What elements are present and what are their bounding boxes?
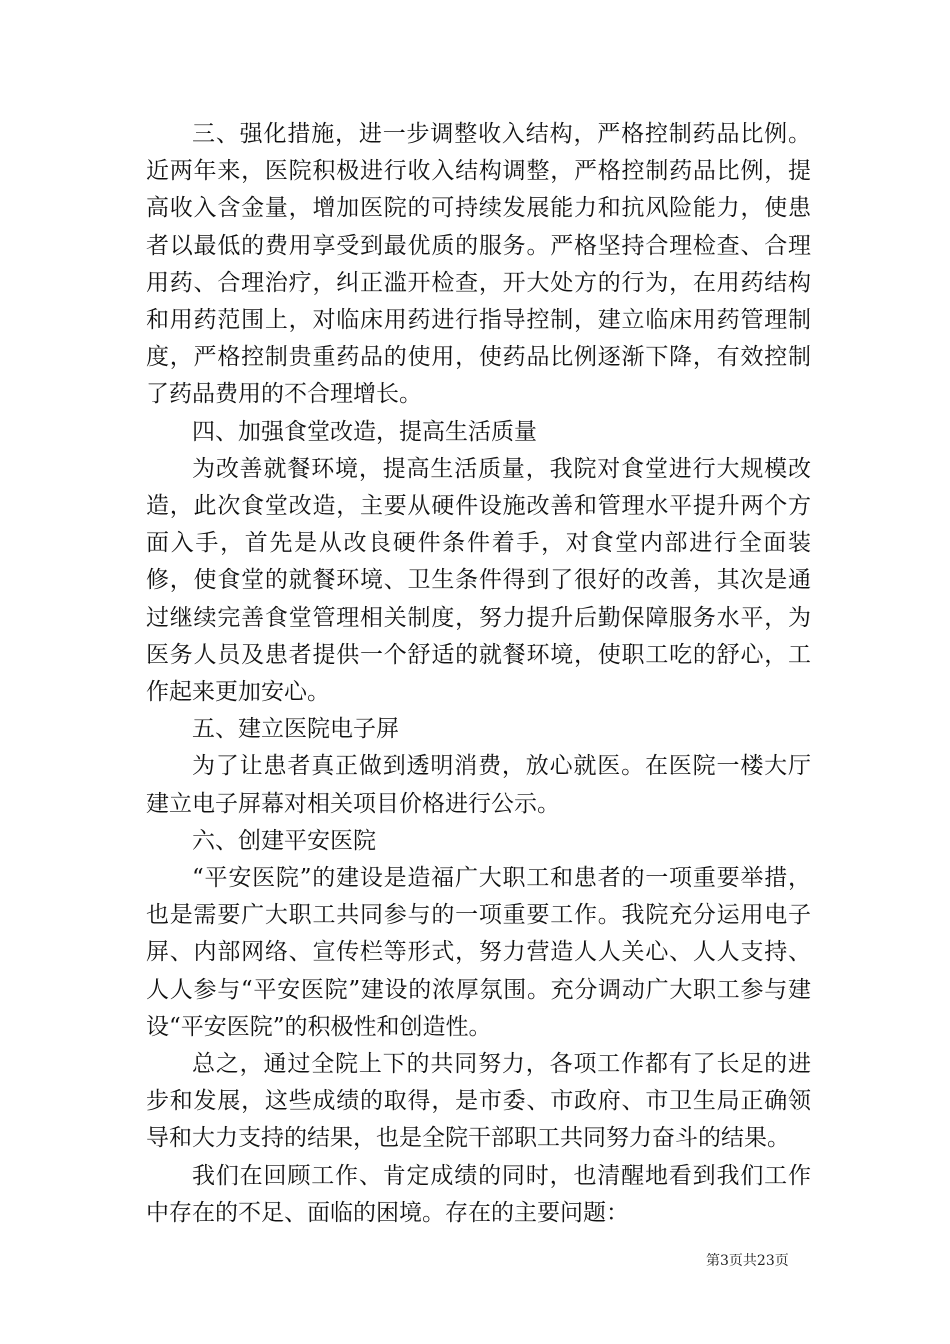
heading-section-5: 五、建立医院电子屏 <box>192 716 399 743</box>
heading-section-4: 四、加强食堂改造，提高生活质量 <box>192 418 537 445</box>
paragraph-problems-intro: 我们在回顾工作、肯定成绩的同时，也清醒地看到我们工作中存在的不足、面临的困境。存在的主要问题： <box>146 1162 811 1226</box>
page-number: 第3页共23页 <box>706 1253 789 1269</box>
heading-section-6: 六、创建平安医院 <box>192 827 376 854</box>
paragraph-section-4: 为改善就餐环境，提高生活质量，我院对食堂进行大规模改造，此次食堂改造，主要从硬件设施改善和管理水平提升两个方面入手，首先是从改良硬件条件着手，对食堂内部进行全面装修，使食堂的就餐环境、卫生条件得到了很好的改善，其次是通过继续完善食堂管理相关制度，努力提升后勤保障服务水平，为医务人员及患者提供一个舒适的就餐环境，使职工吃的舒心，工作起来更加安心。 <box>146 455 811 706</box>
paragraph-summary: 总之，通过全院上下的共同努力，各项工作都有了长足的进步和发展，这些成绩的取得，是市委、市政府、市卫生局正确领导和大力支持的结果，也是全院干部职工共同努力奋斗的结果。 <box>146 1051 811 1152</box>
paragraph-section-6: “平安医院”的建设是造福广大职工和患者的一项重要举措，也是需要广大职工共同参与的一项重要工作。我院充分运用电子屏、内部网络、宣传栏等形式，努力营造人人关心、人人支持、人人参与“平安医院”建设的浓厚氛围。充分调动广大职工参与建设“平安医院”的积极性和创造性。 <box>146 865 811 1040</box>
paragraph-section-5: 为了让患者真正做到透明消费，放心就医。在医院一楼大厅建立电子屏幕对相关项目价格进行公示。 <box>146 753 811 817</box>
document-body <box>146 116 811 1232</box>
paragraph-section-3: 三、强化措施，进一步调整收入结构，严格控制药品比例。近两年来，医院积极进行收入结构调整，严格控制药品比例，提高收入含金量，增加医院的可持续发展能力和抗风险能力，使患者以最低的费用享受到最优质的服务。严格坚持合理检查、合理用药、合理治疗，纠正滥开检查，开大处方的行为，在用药结构和用药范围上，对临床用药进行指导控制，建立临床用药管理制度，严格控制贵重药品的使用，使药品比例逐渐下降，有效控制了药品费用的不合理增长。 <box>146 121 811 408</box>
